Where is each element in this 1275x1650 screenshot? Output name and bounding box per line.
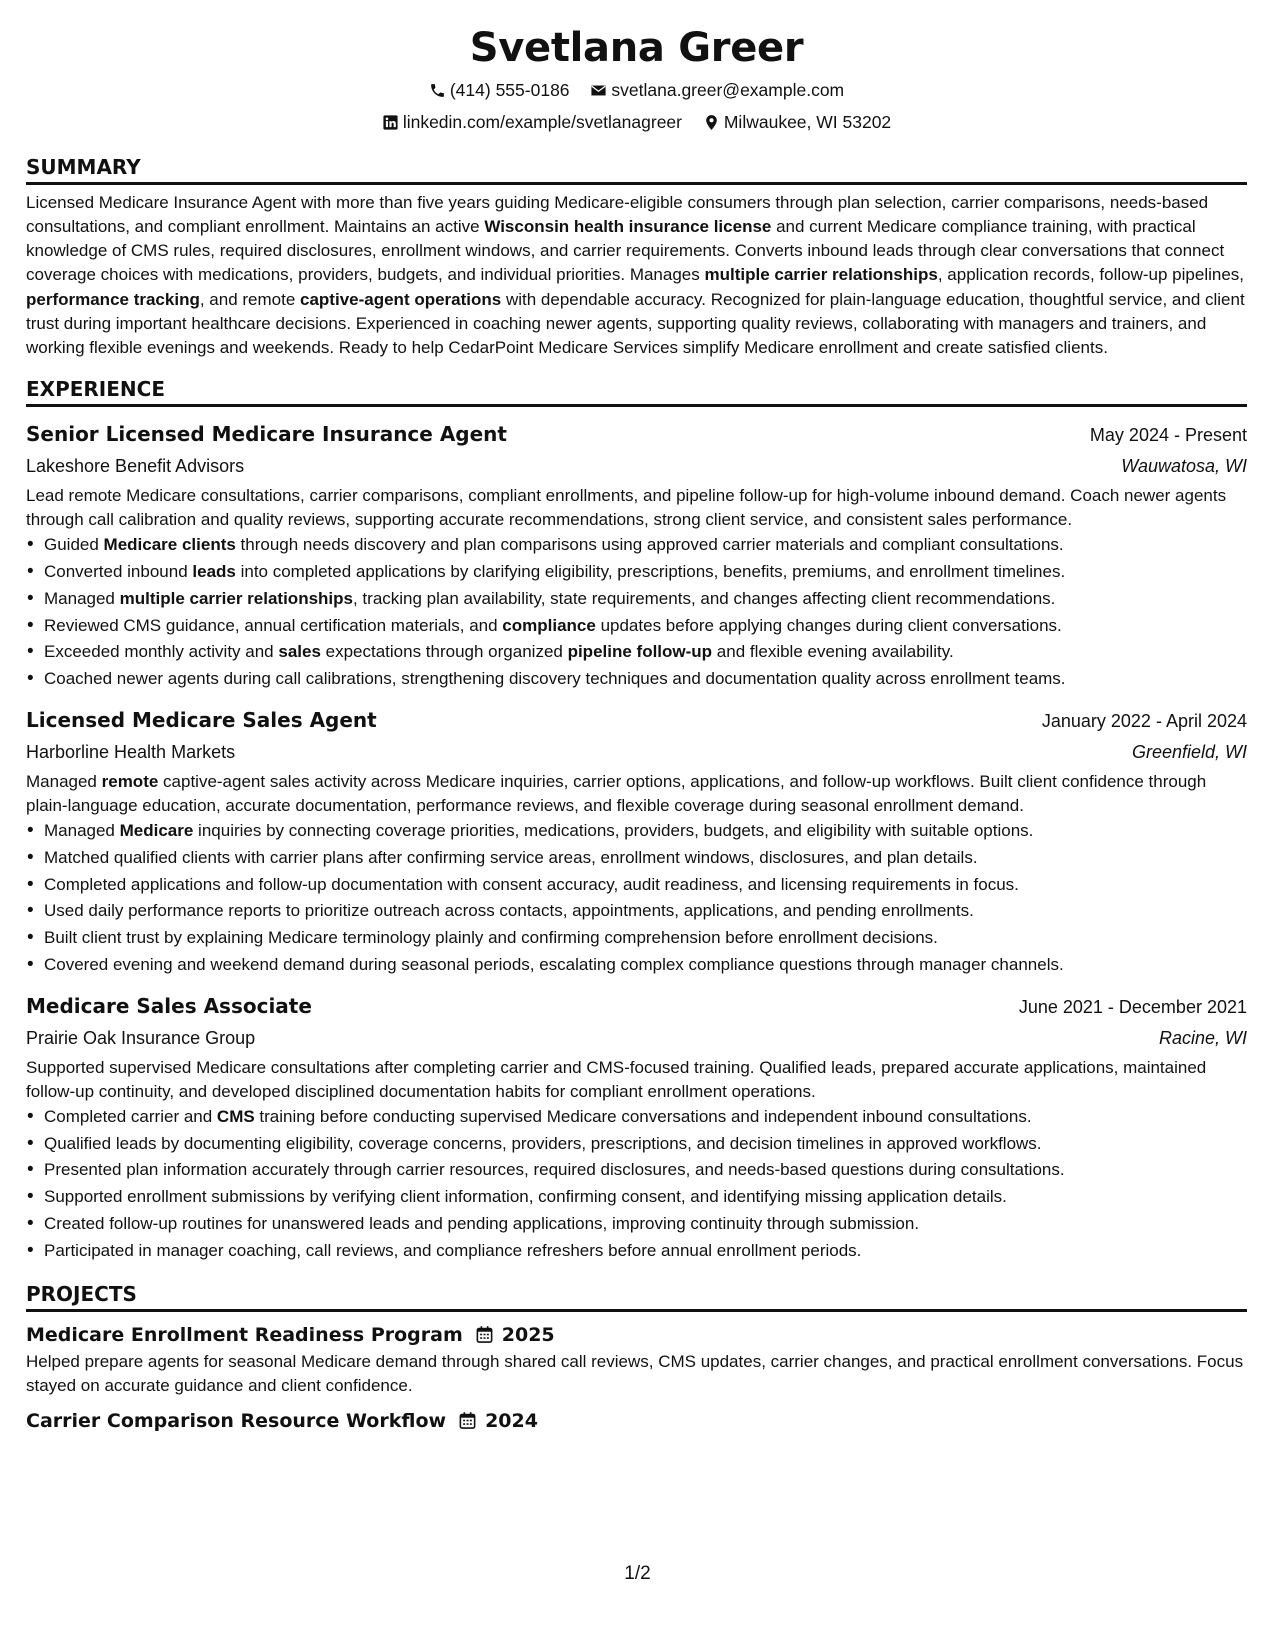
list-item — [44, 613, 1247, 640]
job-location: Greenfield, WI — [1131, 741, 1247, 762]
job-title: Licensed Medicare Sales Agent — [26, 707, 377, 732]
job-company-row — [26, 736, 1247, 768]
job-header — [26, 419, 1247, 450]
candidate-name: Svetlana Greer — [469, 25, 804, 71]
email-text: svetlana.greer@example.com — [611, 79, 845, 100]
job-header — [26, 705, 1247, 736]
calendar-icon — [458, 1411, 477, 1430]
projects-section — [26, 1281, 1247, 1436]
text-run: into completed applications by clarifying eligibility, prescriptions, benefits, premiums, and enrollment timelines. — [235, 561, 1066, 581]
bold-keyword: CMS — [216, 1106, 255, 1126]
list-item — [44, 586, 1247, 613]
linkedin-text: linkedin.com/example/svetlanagreer — [402, 111, 682, 132]
text-run: Covered evening and weekend demand during seasonal periods, escalating complex compliance questions through manager channels. — [44, 954, 1064, 974]
job-entry — [26, 991, 1247, 1265]
text-run: inquiries by connecting coverage priorities, medications, providers, budgets, and eligibility with suitable options. — [193, 820, 1034, 840]
text-run: Managed — [44, 588, 120, 608]
list-item — [44, 818, 1247, 845]
text-run: Qualified leads by documenting eligibility, coverage concerns, providers, prescriptions, and decision timelines in approved workflows. — [44, 1133, 1042, 1153]
list-item — [44, 872, 1247, 899]
project-entry — [26, 1406, 1247, 1436]
text-run: , tracking plan availability, state requirements, and changes affecting client recommendations. — [352, 588, 1056, 608]
text-run: Completed carrier and — [44, 1106, 217, 1126]
text-run: through needs discovery and plan comparisons using approved carrier materials and compliant consultations. — [235, 535, 1064, 555]
bold-keyword: multiple carrier relationships — [119, 588, 353, 608]
linkedin-contact[interactable] — [382, 107, 682, 138]
project-header — [26, 1320, 1247, 1350]
project-description: Helped prepare agents for seasonal Medicare demand through shared call reviews, CMS updates, carrier changes, and practical enrollment conversations. Focus stayed on accurate guidance and client confidence. — [26, 1351, 1244, 1395]
text-run: Built client trust by explaining Medicare terminology plainly and confirming comprehension before enrollment decisions. — [44, 928, 938, 948]
bold-keyword: performance tracking — [26, 289, 200, 309]
projects-heading: PROJECTS — [26, 1281, 1247, 1312]
summary-heading: SUMMARY — [26, 154, 1247, 185]
bold-keyword: Medicare clients — [103, 535, 236, 555]
job-dates: May 2024 - Present — [1089, 425, 1247, 446]
phone-contact — [429, 75, 570, 106]
text-run: captive-agent sales activity across Medicare inquiries, carrier options, applications, and follow-up workflows. Built client confidence through plain-language education, accurate documentation, performance reviews, and flexible coverage during seasonal enrollment demand. — [26, 771, 1207, 815]
job-location: Racine, WI — [1158, 1027, 1247, 1048]
list-item — [44, 952, 1247, 979]
text-run: Licensed Medicare Insurance Agent with more than five years guiding Medicare-eligible consumers through plan selection, carrier comparisons, needs-based consultations, and compliant enrollment. Maintains an active — [26, 192, 1209, 236]
list-item — [44, 1131, 1247, 1158]
text-run: and current Medicare compliance training, with practical knowledge of CMS rules, required disclosures, enrollment windows, and carrier requirements. Converts inbound leads through clear conversations that connect coverage choices with medications, providers, budgets, and individual priorities. Manages — [26, 216, 1225, 285]
job-description — [26, 484, 1247, 532]
list-item — [44, 1104, 1247, 1131]
text-run: expectations through organized — [320, 642, 568, 662]
project-title: Carrier Comparison Resource Workflow — [26, 1409, 447, 1432]
job-company-row — [26, 1022, 1247, 1054]
text-run: Converted inbound — [44, 561, 193, 581]
job-dates: January 2022 - April 2024 — [1041, 710, 1247, 731]
list-item — [44, 1184, 1247, 1211]
phone-text: (414) 555-0186 — [449, 79, 570, 100]
text-run: Lead remote Medicare consultations, carrier comparisons, compliant enrollments, and pipeline follow-up for high-volume inbound demand. Coach newer agents through call calibration and quality reviews, supporting accurate recommendations, strong client service, and consistent sales performance. — [26, 486, 1227, 530]
list-item — [44, 666, 1247, 693]
text-run: Managed — [26, 771, 102, 791]
list-item — [44, 925, 1247, 952]
bold-keyword: multiple carrier relationships — [704, 265, 938, 285]
text-run: Exceeded monthly activity and — [44, 642, 279, 662]
text-run: and flexible evening availability. — [712, 642, 954, 662]
project-title: Medicare Enrollment Readiness Program — [26, 1323, 463, 1346]
bold-keyword: compliance — [502, 615, 596, 635]
location-contact — [703, 107, 891, 138]
list-item — [44, 1211, 1247, 1238]
job-title: Medicare Sales Associate — [26, 993, 312, 1018]
text-run: training before conducting supervised Medicare conversations and independent inbound consultations. — [254, 1106, 1032, 1126]
project-year: 2025 — [501, 1323, 555, 1346]
job-entry — [26, 419, 1247, 693]
list-item — [44, 845, 1247, 872]
bold-keyword: captive-agent operations — [300, 289, 502, 309]
job-bullets — [26, 818, 1247, 979]
job-entry — [26, 705, 1247, 979]
text-run: Used daily performance reports to prioritize outreach across contacts, appointments, applications, and pending enrollments. — [44, 901, 974, 921]
text-run: , application records, follow-up pipelines, — [937, 265, 1245, 285]
text-run: Presented plan information accurately through carrier resources, required disclosures, and needs-based questions during consultations. — [44, 1160, 1065, 1180]
page-number: 1/2 — [624, 1563, 651, 1584]
contact-row-2 — [26, 106, 1247, 138]
experience-heading: EXPERIENCE — [26, 376, 1247, 407]
project-header — [26, 1406, 1247, 1436]
project-list — [26, 1320, 1247, 1436]
text-run: with dependable accuracy. Recognized for plain-language education, thoughtful service, and client trust during important healthcare decisions. Experienced in coaching newer agents, supporting quality reviews, collaborating with managers and trainers, and working flexible evenings and weekends. Ready to help CedarPoint Medicare Services simplify Medicare enrollment and create satisfied clients. — [26, 289, 1245, 357]
text-run: Supported supervised Medicare consultations after completing carrier and CMS-focused training. Qualified leads, prepared accurate applications, maintained follow-up continuity, and developed disciplined documentation habits for compliant enrollment operations. — [26, 1057, 1207, 1101]
text-run: Matched qualified clients with carrier plans after confirming service areas, enrollment windows, disclosures, and plan details. — [44, 847, 978, 867]
text-run: Managed — [44, 820, 120, 840]
location-text: Milwaukee, WI 53202 — [723, 111, 892, 132]
company-name: Lakeshore Benefit Advisors — [26, 456, 245, 477]
summary-section — [26, 154, 1247, 360]
job-bullets — [26, 1104, 1247, 1265]
job-company-row — [26, 450, 1247, 482]
job-location: Wauwatosa, WI — [1121, 456, 1247, 477]
list-item — [44, 639, 1247, 666]
experience-section — [26, 376, 1247, 1264]
text-run: Guided — [44, 535, 104, 555]
job-list — [26, 419, 1247, 1264]
text-run: Participated in manager coaching, call reviews, and compliance refreshers before annual enrollment periods. — [44, 1240, 862, 1260]
text-run: Created follow-up routines for unanswered leads and pending applications, improving continuity through submission. — [44, 1213, 920, 1233]
job-description — [26, 770, 1247, 818]
list-item — [44, 1238, 1247, 1265]
email-contact[interactable] — [590, 75, 844, 106]
summary-text — [26, 191, 1247, 360]
text-run: Completed applications and follow-up documentation with consent accuracy, audit readiness, and licensing requirements in focus. — [44, 874, 1019, 894]
project-year: 2024 — [485, 1409, 538, 1432]
contact-row-1 — [26, 74, 1247, 106]
list-item — [44, 559, 1247, 586]
bold-keyword: Wisconsin health insurance license — [484, 216, 772, 236]
job-bullets — [26, 532, 1247, 693]
map-pin-icon — [703, 114, 720, 131]
calendar-icon — [475, 1325, 494, 1344]
phone-icon — [429, 82, 446, 99]
list-item — [44, 898, 1247, 925]
list-item — [44, 1157, 1247, 1184]
company-name: Harborline Health Markets — [26, 741, 236, 762]
bold-keyword: Medicare — [119, 820, 194, 840]
text-run: Reviewed CMS guidance, annual certification materials, and — [44, 615, 503, 635]
envelope-icon — [590, 82, 607, 99]
text-run: Supported enrollment submissions by verifying client information, confirming consent, and identifying missing application details. — [44, 1187, 1007, 1207]
project-entry — [26, 1320, 1247, 1398]
job-header — [26, 991, 1247, 1022]
bold-keyword: pipeline follow-up — [567, 642, 713, 662]
text-run: Coached newer agents during call calibrations, strengthening discovery techniques and documentation quality across enrollment teams. — [44, 669, 1066, 689]
text-run: , and remote — [199, 289, 301, 309]
bold-keyword: sales — [278, 642, 321, 662]
bold-keyword: leads — [192, 561, 236, 581]
list-item — [44, 532, 1247, 559]
linkedin-icon — [382, 114, 399, 131]
job-title: Senior Licensed Medicare Insurance Agent — [26, 422, 507, 447]
job-dates: June 2021 - December 2021 — [1018, 996, 1247, 1017]
bold-keyword: remote — [101, 771, 159, 791]
text-run: updates before applying changes during client conversations. — [595, 615, 1062, 635]
job-description — [26, 1056, 1247, 1104]
company-name: Prairie Oak Insurance Group — [26, 1027, 256, 1048]
